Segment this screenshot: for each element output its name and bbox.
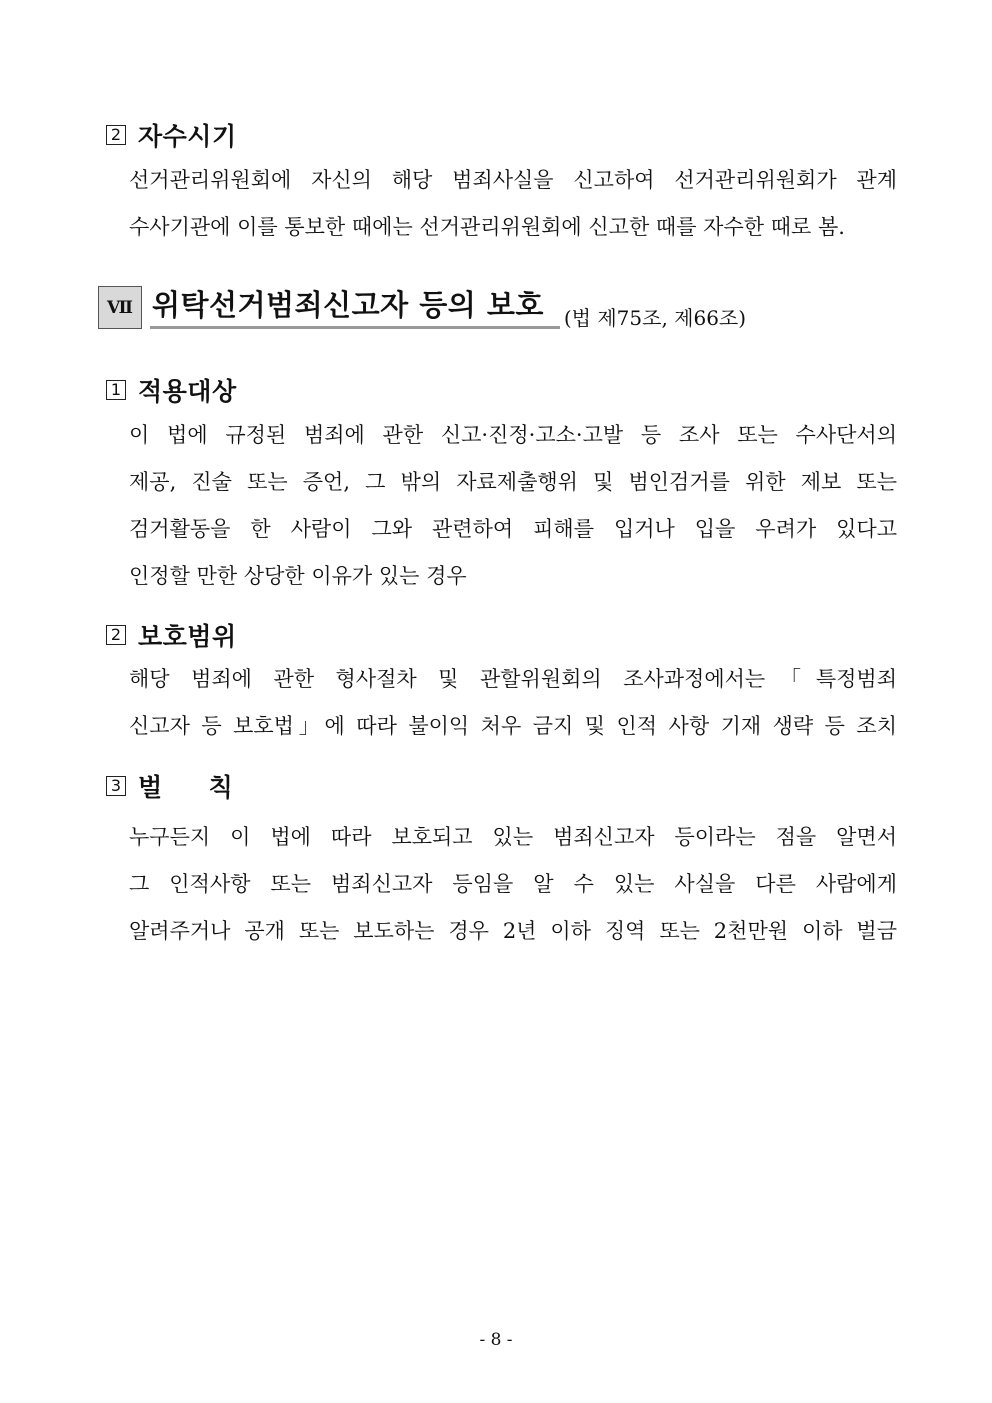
section-body-application-target (129, 412, 897, 600)
section-number-box: 1 (106, 380, 126, 400)
chapter-title: 위탁선거범죄신고자 등의 보호 (152, 288, 544, 322)
section-number-box: 2 (106, 125, 126, 145)
section-title: 벌 칙 (138, 773, 234, 802)
chapter-title-underline (150, 283, 560, 329)
chapter-numeral-box: Ⅶ (98, 286, 142, 329)
body-line: 검거활동을 한 사람이 그와 관련하여 피해를 입거나 입을 우려가 있다고 (129, 517, 897, 541)
chapter-law-reference: (법 제75조, 제66조) (563, 306, 747, 330)
body-line: 제공, 진술 또는 증언, 그 밖의 자료제출행위 및 범인검거를 위한 제보 또는 (129, 470, 897, 494)
section-number-box: 3 (106, 776, 126, 796)
chapter-heading (98, 283, 746, 329)
body-line: 선거관리위원회에 자신의 해당 범죄사실을 신고하여 선거관리위원회가 관계 (129, 168, 897, 192)
section-heading-application-target (106, 372, 237, 408)
body-line: 이 법에 규정된 범죄에 관한 신고·진정·고소·고발 등 조사 또는 수사단서의 (129, 423, 897, 447)
section-heading-penalty (106, 768, 233, 804)
section-body-penalty (129, 814, 897, 955)
body-line: 인정할 만한 상당한 이유가 있는 경우 (129, 564, 467, 588)
section-heading-surrender-timing (106, 117, 237, 153)
body-line: 신고자 등 보호법」에 따라 불이익 처우 금지 및 인적 사항 기재 생략 등 조치 (129, 714, 897, 738)
section-title: 적용대상 (138, 377, 237, 406)
section-number-box: 2 (106, 625, 126, 645)
body-line: 누구든지 이 법에 따라 보호되고 있는 범죄신고자 등이라는 점을 알면서 (129, 825, 897, 849)
body-line: 해당 범죄에 관한 형사절차 및 관할위원회의 조사과정에서는「특정범죄 (129, 667, 897, 691)
section-heading-protection-scope (106, 617, 237, 653)
body-line: 수사기관에 이를 통보한 때에는 선거관리위원회에 신고한 때를 자수한 때로 봄. (129, 215, 845, 239)
page-number: - 8 - (479, 1330, 513, 1350)
section-body-protection-scope (129, 656, 897, 750)
section-body-surrender-timing (129, 157, 897, 251)
section-title: 자수시기 (138, 122, 237, 151)
body-line: 알려주거나 공개 또는 보도하는 경우 2년 이하 징역 또는 2천만원 이하 벌금 (129, 919, 897, 943)
section-title: 보호범위 (138, 622, 237, 651)
body-line: 그 인적사항 또는 범죄신고자 등임을 알 수 있는 사실을 다른 사람에게 (129, 872, 897, 896)
